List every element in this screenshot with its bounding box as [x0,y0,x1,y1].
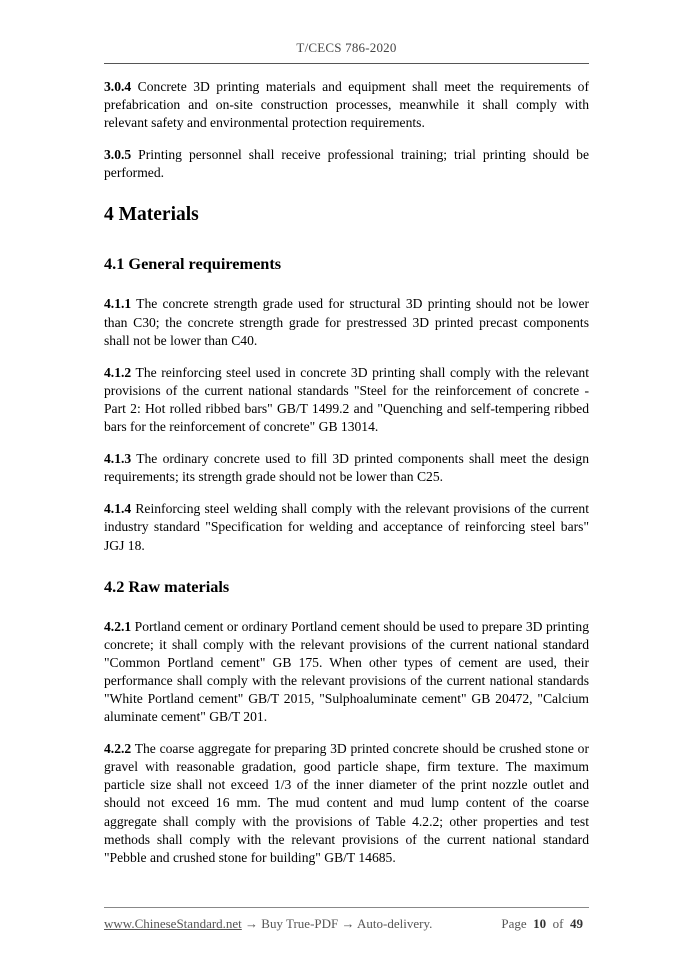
clause-text: The concrete strength grade used for structural 3D printing should not be lower than C30; the concrete strength grade for prestressed 3D printed precast components shall not be lower than C40. [104,296,589,348]
clause-text: Concrete 3D printing materials and equipment shall meet the requirements of prefabrication and on-site construction processes, meanwhile it shall comply with relevant safety and environmental protection requirements. [104,79,589,131]
clause-text: Printing personnel shall receive professional training; trial printing should be performed. [104,147,589,181]
site-link[interactable]: www.ChineseStandard.net [104,916,242,931]
section-heading: 4.1 General requirements [104,254,282,274]
clause-text: Reinforcing steel welding shall comply with the relevant provisions of the current industry standard "Specification for welding and acceptance of reinforcing steel bars" JGJ 18. [104,501,589,553]
total-pages: 49 [570,916,583,931]
clause-number: 4.1.2 [104,364,132,380]
clause-text: Portland cement or ordinary Portland cement should be used to prepare 3D printing concrete; it shall comply with the relevant provisions of the current national standard "Common Portland cement" GB 175. When other types of cement are used, their performance shall comply with the relevant provisions of the current national standards "White Portland cement" GB/T 2015, "Sulphoaluminate cement" GB 20472, "Calcium aluminate cement" GB/T 201. [104,618,589,725]
clause-text: The reinforcing steel used in concrete 3D printing shall comply with the relevant provisions of the current national standards "Steel for the reinforcement of concrete - Part 2: Hot rolled ribbed bars" GB/T 1499.2 and "Quenching and self-tempering ribbed bars for the reinforcement of concrete" GB 13014. [104,364,589,435]
clause-4-1-2 [104,364,589,436]
running-header: T/CECS 786-2020 [296,40,397,55]
clause-3-0-4 [104,78,589,132]
clause-4-2-2 [104,740,589,867]
clause-4-1-1 [104,295,589,349]
footer-promo [104,916,432,932]
page-indicator [501,916,583,932]
chapter-heading: 4 Materials [104,204,199,226]
of-label: of [552,916,564,931]
footer-divider [104,907,589,908]
clause-text: The ordinary concrete used to fill 3D printed components shall meet the design requirements; its strength grade should not be lower than C25. [104,451,589,485]
clause-number: 4.2.1 [104,618,132,634]
current-page-number: 10 [533,916,547,931]
clause-text: The coarse aggregate for preparing 3D printed concrete should be crushed stone or gravel with reasonable gradation, good particle shape, firm texture. The maximum particle size shall not exceed 1/3 of the inner diameter of the print nozzle outlet and should not exceed 16 mm. The mud content and mud lump content of the coarse aggregate shall comply with the provisions of Table 4.2.2; other properties and test methods shall comply with the relevant provisions of the current national standard "Pebble and crushed stone for building" GB/T 14685. [104,741,589,865]
promo-text: → Buy True-PDF → Auto-delivery. [241,916,433,931]
clause-number: 3.0.4 [104,79,132,94]
clause-number: 3.0.5 [104,147,132,163]
header-divider [104,63,589,64]
clause-4-2-1 [104,618,589,727]
clause-number: 4.1.3 [104,451,132,467]
clause-4-1-4 [104,500,589,554]
page-label: Page [501,916,527,931]
clause-number: 4.1.1 [104,296,132,312]
clause-3-0-5 [104,146,589,182]
section-heading: 4.2 Raw materials [104,576,230,596]
clause-4-1-3 [104,450,589,486]
page-body [104,78,589,867]
clause-number: 4.1.4 [104,501,132,517]
clause-number: 4.2.2 [104,741,132,757]
